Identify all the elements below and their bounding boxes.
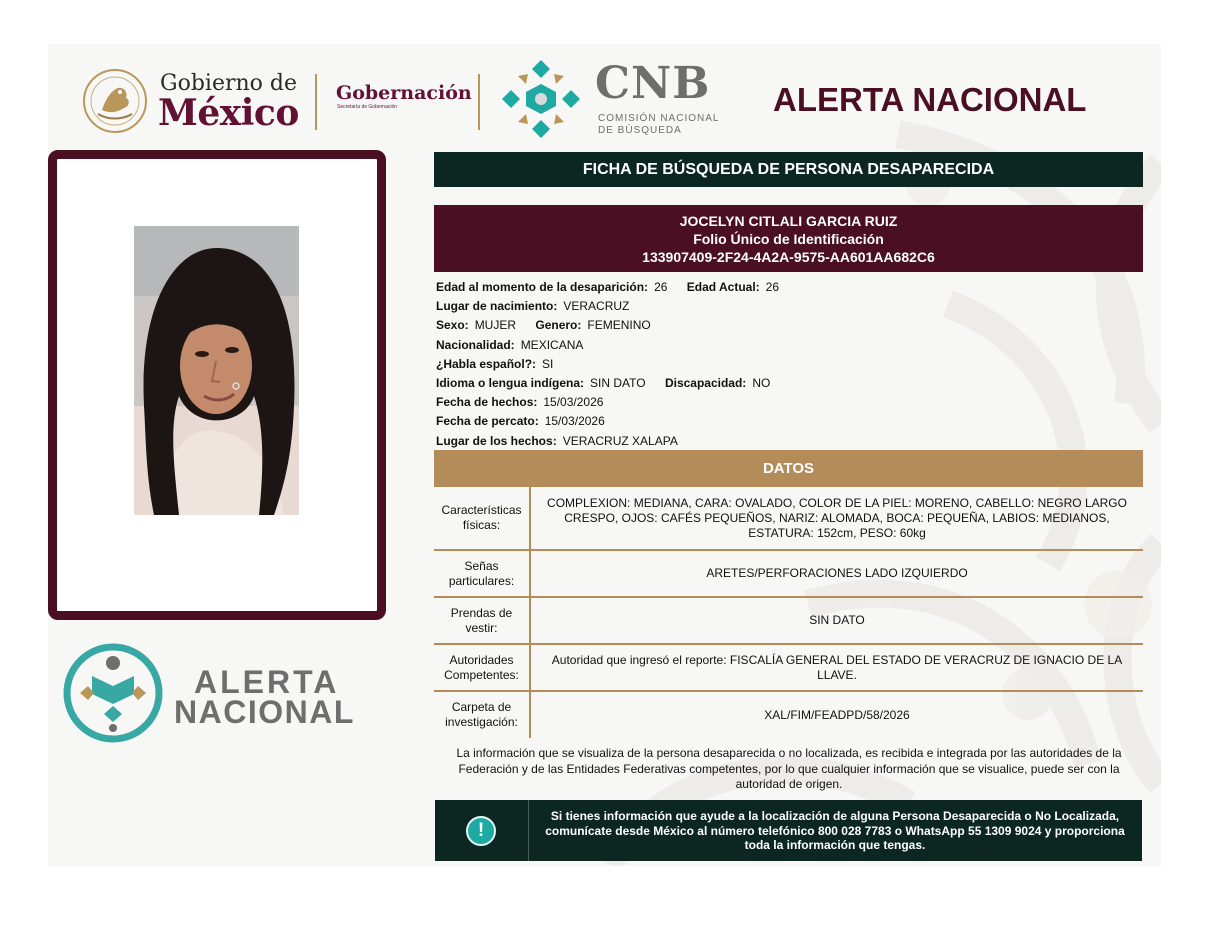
alert-sheet bbox=[48, 44, 1161, 866]
ficha-title: FICHA DE BÚSQUEDA DE PERSONA DESAPARECIDA bbox=[434, 152, 1143, 187]
info-row bbox=[436, 278, 1136, 297]
info-label: Lugar de nacimiento: bbox=[436, 299, 558, 314]
cnb-subtitle-1: COMISIÓN NACIONAL bbox=[598, 113, 720, 124]
info-label: Fecha de percato: bbox=[436, 414, 539, 429]
info-row bbox=[436, 432, 1136, 451]
info-label: Lugar de los hechos: bbox=[436, 433, 557, 448]
info-label: Discapacidad: bbox=[664, 375, 747, 390]
footer-icon-cell bbox=[435, 800, 529, 861]
info-label: Fecha de hechos: bbox=[436, 395, 538, 410]
info-row bbox=[436, 316, 1136, 335]
datos-title: DATOS bbox=[434, 450, 1143, 487]
info-value: VERACRUZ bbox=[563, 299, 630, 314]
info-value: 15/03/2026 bbox=[544, 414, 605, 429]
info-value: SI bbox=[542, 356, 554, 371]
info-row bbox=[436, 336, 1136, 355]
cnb-subtitle-2: DE BÚSQUEDA bbox=[598, 125, 682, 136]
alerta-nacional-text-2: NACIONAL bbox=[174, 694, 355, 730]
folio-number: 133907409-2F24-4A2A-9575-AA601AA682C6 bbox=[642, 249, 935, 265]
header-divider bbox=[478, 74, 480, 130]
disclaimer-text: La información que se visualiza de la persona desaparecida o no localizada, es recibida e integrada por las autoridades de la Federación y de las Entidades Federativas competentes, por lo que cualquier información que se visualice, puede ser con la autoridad de origen. bbox=[456, 746, 1122, 791]
table-row bbox=[434, 691, 1143, 738]
footer-text: Si tienes información que ayude a la localización de alguna Persona Desaparecida o No Localizada, comunícate desde México al número telefónico 800 028 7783 o WhatsApp 55 1309 9024 y proporciona toda la información que tengas. bbox=[545, 809, 1125, 852]
photo-frame bbox=[48, 150, 386, 620]
info-value: 15/03/2026 bbox=[543, 395, 604, 410]
person-name-box bbox=[434, 205, 1143, 272]
info-label: Idioma o lengua indígena: bbox=[436, 375, 585, 390]
datos-value: SIN DATO bbox=[809, 613, 865, 627]
info-label: Genero: bbox=[535, 318, 582, 333]
datos-value: XAL/FIM/FEADPD/58/2026 bbox=[764, 707, 910, 722]
info-row bbox=[436, 412, 1136, 431]
datos-value: Autoridad que ingresó el reporte: FISCALÍA GENERAL DEL ESTADO DE VERACRUZ DE IGNACIO DE LA LLAVE. bbox=[551, 652, 1123, 682]
alerta-nacional-text-1: ALERTA bbox=[194, 664, 340, 700]
mexico-seal-icon bbox=[82, 68, 148, 134]
info-value: VERACRUZ XALAPA bbox=[562, 433, 678, 448]
table-row bbox=[434, 487, 1143, 550]
info-value: NO bbox=[752, 375, 771, 390]
datos-key: Autoridades Competentes: bbox=[434, 644, 530, 691]
gobierno-line1: Gobierno de bbox=[160, 71, 297, 96]
gobernacion-logo-text: Gobernación bbox=[336, 82, 472, 104]
datos-value: COMPLEXION: MEDIANA, CARA: OVALADO, COLOR DE LA PIEL: MORENO, CABELLO: NEGRO LARGO CRESPO, OJOS: CAFÉS PEQUEÑOS, NARIZ: ALOMADA, BOCA: PEQUEÑA, LABIOS: MEDIANOS, ESTATURA: 152cm, PESO: 60kg bbox=[547, 495, 1127, 540]
header-divider bbox=[315, 74, 317, 130]
table-row bbox=[434, 644, 1143, 691]
info-value: 26 bbox=[765, 280, 780, 294]
folio-label: Folio Único de Identificación bbox=[693, 231, 884, 247]
header bbox=[48, 44, 1161, 154]
info-label: Edad Actual: bbox=[686, 280, 760, 294]
person-photo bbox=[134, 226, 299, 515]
table-row bbox=[434, 597, 1143, 644]
info-value: 26 bbox=[654, 280, 668, 294]
info-label: Nacionalidad: bbox=[436, 337, 515, 352]
info-label: Sexo: bbox=[436, 318, 469, 333]
info-value: SIN DATO bbox=[590, 375, 646, 390]
datos-key: Señas particulares: bbox=[434, 550, 530, 597]
info-label: Edad al momento de la desaparición: bbox=[436, 280, 649, 294]
info-row bbox=[436, 355, 1136, 374]
datos-key: Carpeta de investigación: bbox=[434, 691, 530, 738]
cnb-logo-text: CNB bbox=[595, 58, 711, 109]
info-value: MEXICANA bbox=[520, 337, 584, 352]
exclamation-icon: ! bbox=[466, 816, 496, 846]
datos-value: ARETES/PERFORACIONES LADO IZQUIERDO bbox=[706, 566, 968, 580]
info-value: MUJER bbox=[474, 318, 517, 333]
datos-table bbox=[434, 487, 1143, 738]
info-row bbox=[436, 393, 1136, 412]
gobernacion-subtitle: Secretaría de Gobernación bbox=[337, 104, 398, 110]
cnb-logo-icon bbox=[496, 54, 586, 144]
alerta-nacional-logo-icon bbox=[62, 642, 164, 744]
contact-footer bbox=[435, 800, 1142, 861]
person-info bbox=[436, 278, 1136, 451]
datos-key: Características físicas: bbox=[434, 487, 530, 550]
gobierno-line2: México bbox=[158, 92, 299, 134]
info-label: ¿Habla español?: bbox=[436, 356, 537, 371]
datos-key: Prendas de vestir: bbox=[434, 597, 530, 644]
person-name: JOCELYN CITLALI GARCIA RUIZ bbox=[679, 213, 898, 229]
info-row bbox=[436, 374, 1136, 393]
info-value: FEMENINO bbox=[587, 318, 651, 333]
info-row bbox=[436, 297, 1136, 316]
page-title: ALERTA NACIONAL bbox=[773, 81, 1087, 118]
table-row bbox=[434, 550, 1143, 597]
